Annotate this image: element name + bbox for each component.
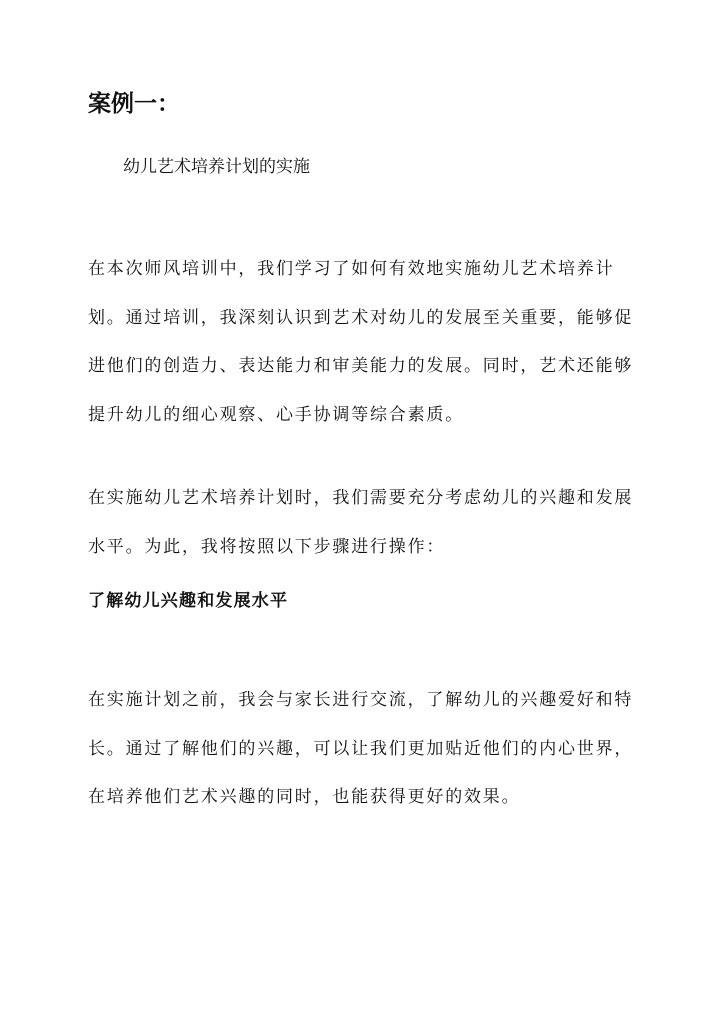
case-title: 案例一： [88,90,180,117]
paragraph-training-summary: 在本次师风培训中，我们学习了如何有效地实施幼儿艺术培养计划。通过培训，我深刻认识到艺术对幼儿的发展至关重要，能够促进他们的创造力、表达能力和审美能力的发展。同时，艺术还能够提升幼儿的细心观察、心手协调等综合素质。 [88,259,634,425]
case-subtitle: 幼儿艺术培养计划的实施 [123,157,310,177]
paragraph-implementation-plan: 在实施幼儿艺术培养计划时，我们需要充分考虑幼儿的兴趣和发展水平。为此，我将按照以下步骤进行操作： [88,488,634,557]
section-heading: 了解幼儿兴趣和发展水平 [88,591,289,611]
paragraph-parent-communication: 在实施计划之前，我会与家长进行交流，了解幼儿的兴趣爱好和特长。通过了解他们的兴趣，可以让我们更加贴近他们的内心世界，在培养他们艺术兴趣的同时，也能获得更好的效果。 [88,690,634,807]
